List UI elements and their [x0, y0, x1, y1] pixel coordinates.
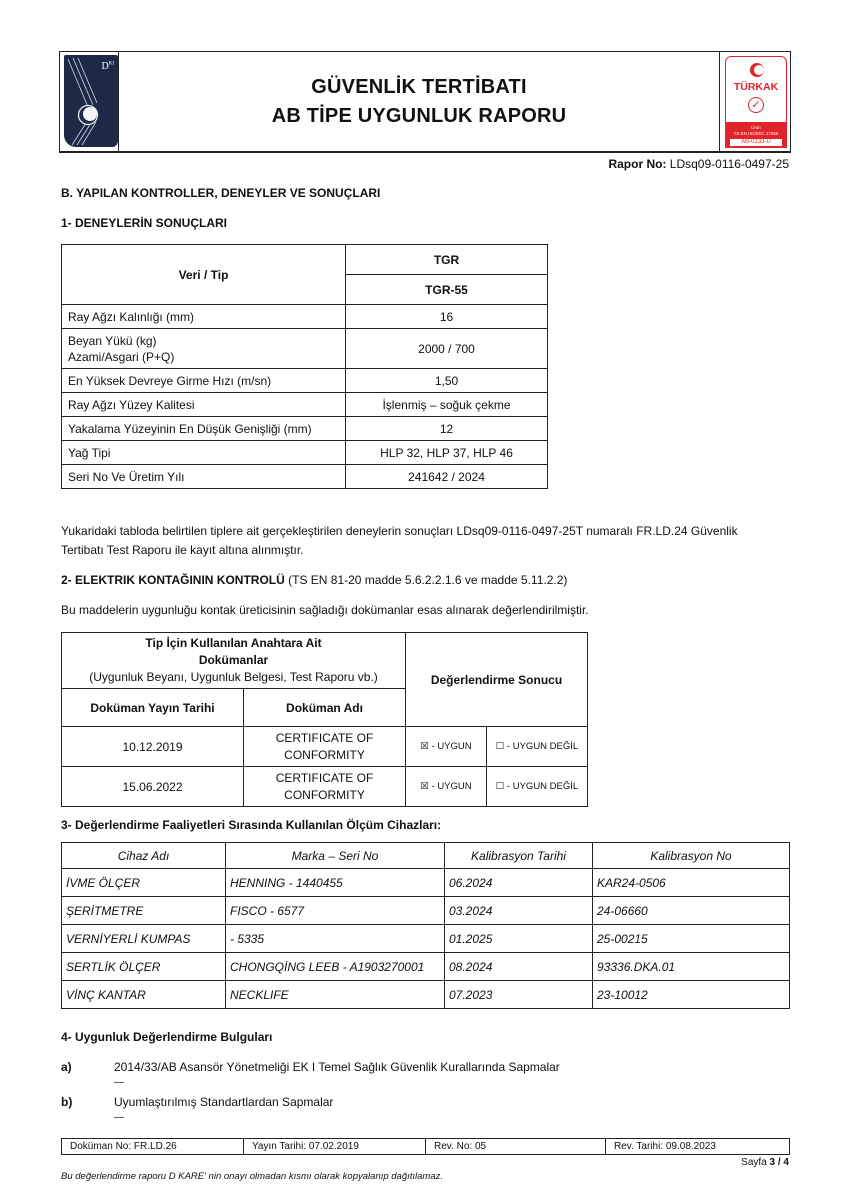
- calibration-no: 24-06660: [593, 897, 790, 925]
- table-row: [62, 393, 548, 417]
- documents-group-header: [62, 633, 406, 689]
- accreditation-code: AB-0133-U: [730, 139, 782, 146]
- row-label: Yağ Tipi: [62, 441, 346, 465]
- result-header: Değerlendirme Sonucu: [406, 633, 588, 727]
- calibration-no: KAR24-0506: [593, 869, 790, 897]
- note-line1: Yukaridaki tabloda belirtilen tiplere ait gerçekleştirilen deneylerin sonuçları LDsq09-0116-0497-25T numaralı FR.LD.24 Güvenlik: [61, 524, 738, 538]
- device-brand-serial: NECKLIFE: [226, 981, 445, 1009]
- table-row: [62, 953, 790, 981]
- doc-date: 10.12.2019: [62, 727, 244, 767]
- table-row: [62, 897, 790, 925]
- col-calibration-date: Kalibrasyon Tarihi: [445, 843, 593, 869]
- row-label: En Yüksek Devreye Girme Hızı (m/sn): [62, 369, 346, 393]
- row-value: 241642 / 2024: [346, 465, 548, 489]
- doc-date: 15.06.2022: [62, 767, 244, 807]
- row-label: Seri No Ve Üretim Yılı: [62, 465, 346, 489]
- uygun-degil-checkbox[interactable]: ☐ - UYGUN DEĞİL: [487, 727, 588, 767]
- section2-title-rest: (TS EN 81-20 madde 5.6.2.2.1.6 ve madde 5.11.2.2): [284, 573, 568, 587]
- doc-name: [244, 727, 406, 767]
- section2-title-bold: 2- ELEKTRIK KONTAĞININ KONTROLÜ: [61, 573, 285, 587]
- accreditation-line2: TS EN ISO/IEC 17065: [733, 131, 779, 136]
- section3-title: 3- Değerlendirme Faaliyetleri Sırasında Kullanılan Ölçüm Cihazları:: [61, 818, 442, 832]
- col-device-name: Cihaz Adı: [62, 843, 226, 869]
- turkak-name: TÜRKAK: [733, 81, 779, 93]
- finding-label: a): [61, 1060, 72, 1074]
- finding-item-b: [61, 1095, 333, 1109]
- logo-text: D: [101, 61, 109, 72]
- row-value: 16: [346, 305, 548, 329]
- calibration-date: 01.2025: [445, 925, 593, 953]
- report-number-value: LDsq09-0116-0497-25: [669, 157, 789, 171]
- table-row: [62, 767, 588, 807]
- table-row: [62, 981, 790, 1009]
- report-title-line1: GÜVENLİK TERTİBATI: [311, 75, 527, 98]
- footer-publish-date: Yayın Tarihi: 07.02.2019: [244, 1139, 426, 1155]
- electric-contact-table: [61, 632, 588, 807]
- doc-name: [244, 767, 406, 807]
- footer-info-table: [61, 1138, 790, 1155]
- col-brand-serial: Marka – Seri No: [226, 843, 445, 869]
- section4-title: 4- Uygunluk Değerlendirme Bulguları: [61, 1030, 273, 1044]
- table-row: [62, 441, 548, 465]
- footer-rev-no: Rev. No: 05: [426, 1139, 606, 1155]
- title-cell: [119, 52, 719, 151]
- doc-name-line1: CERTIFICATE OF: [275, 730, 374, 745]
- uygun-checkbox[interactable]: ☒ - UYGUN: [406, 727, 487, 767]
- accreditation-line1: Ürün: [751, 125, 761, 130]
- device-brand-serial: HENNING - 1440455: [226, 869, 445, 897]
- calibration-date: 06.2024: [445, 869, 593, 897]
- table-row: [62, 329, 548, 369]
- section1-title: 1- DENEYLERİN SONUÇLARI: [61, 216, 228, 230]
- device-name: VİNÇ KANTAR: [62, 981, 226, 1009]
- header-veri-tip: Veri / Tip: [62, 245, 346, 305]
- table-header-row: [62, 843, 790, 869]
- footer-rev-date: Rev. Tarihi: 09.08.2023: [606, 1139, 790, 1155]
- device-name: İVME ÖLÇER: [62, 869, 226, 897]
- company-logo: [64, 55, 118, 147]
- row-label: Ray Ağzı Kalınlığı (mm): [62, 305, 346, 329]
- col-name-header: Doküman Adı: [244, 689, 406, 727]
- table-row: [62, 925, 790, 953]
- row-value: 12: [346, 417, 548, 441]
- report-number: [608, 157, 789, 171]
- accreditation-cell: [719, 52, 791, 151]
- logo-sup: KI: [108, 61, 114, 67]
- doc-name-line2: CONFORMITY: [284, 787, 365, 802]
- device-brand-serial: CHONGQİNG LEEB - A1903270001: [226, 953, 445, 981]
- device-brand-serial: - 5335: [226, 925, 445, 953]
- table-row: [62, 869, 790, 897]
- report-title-line2: AB TİPE UYGUNLUK RAPORU: [271, 104, 567, 127]
- table-row: [62, 417, 548, 441]
- row-value: 2000 / 700: [346, 329, 548, 369]
- uygun-checkbox[interactable]: ☒ - UYGUN: [406, 767, 487, 807]
- row-label: Ray Ağzı Yüzey Kalitesi: [62, 393, 346, 417]
- row-value: İşlenmiş – soğuk çekme: [346, 393, 548, 417]
- table-row: [62, 465, 548, 489]
- uygun-degil-checkbox[interactable]: ☐ - UYGUN DEĞİL: [487, 767, 588, 807]
- section1-note: [61, 522, 738, 560]
- turkak-badge: [725, 56, 787, 148]
- report-number-label: Rapor No:: [608, 157, 667, 171]
- row-value: 1,50: [346, 369, 548, 393]
- accreditation-info: [725, 122, 787, 148]
- doc-name-line1: CERTIFICATE OF: [275, 770, 374, 785]
- group-header-line3: (Uygunluk Beyanı, Uygunluk Belgesi, Test Raporu vb.): [89, 670, 378, 684]
- section2-title: [61, 571, 567, 590]
- header-type: TGR: [346, 245, 548, 275]
- logo-cell: [59, 52, 119, 152]
- note-line2: Tertibatı Test Raporu ile kayıt altına alınmıştır.: [61, 543, 304, 557]
- calibration-date: 07.2023: [445, 981, 593, 1009]
- finding-text: 2014/33/AB Asansör Yönetmeliği EK I Temel Sağlık Güvenlik Kurallarında Sapmalar: [114, 1060, 560, 1074]
- table-row: [62, 305, 548, 329]
- device-name: VERNİYERLİ KUMPAS: [62, 925, 226, 953]
- group-header-line2: Dokümanlar: [198, 653, 269, 667]
- finding-value: —: [114, 1112, 124, 1123]
- calibration-date: 03.2024: [445, 897, 593, 925]
- row-label-line2: Azami/Asgari (P+Q): [68, 349, 175, 364]
- row-label-line1: Beyan Yükü (kg): [68, 333, 157, 348]
- row-value: HLP 32, HLP 37, HLP 46: [346, 441, 548, 465]
- footer-doc-no: Doküman No: FR.LD.26: [62, 1139, 244, 1155]
- device-name: SERTLİK ÖLÇER: [62, 953, 226, 981]
- report-header: [59, 51, 791, 153]
- calibration-no: 25-00215: [593, 925, 790, 953]
- table-row: [62, 369, 548, 393]
- finding-item-a: [61, 1060, 560, 1074]
- crescent-icon: [750, 63, 764, 77]
- page-value: 3 / 4: [769, 1157, 789, 1168]
- table-row: [62, 727, 588, 767]
- footer-disclaimer: Bu değerlendirme raporu D KARE' nin onayı olmadan kısmı olarak kopyalanıp dağıtılamaz.: [61, 1171, 444, 1182]
- calibration-date: 08.2024: [445, 953, 593, 981]
- calibration-no: 23-10012: [593, 981, 790, 1009]
- page-number: [741, 1157, 789, 1168]
- check-circle-icon: ✓: [748, 97, 764, 113]
- col-date-header: Doküman Yayın Tarihi: [62, 689, 244, 727]
- finding-text: Uyumlaştırılmış Standartlardan Sapmalar: [114, 1095, 334, 1109]
- row-label: Yakalama Yüzeyinin En Düşük Genişliği (mm): [62, 417, 346, 441]
- section2-intro: Bu maddelerin uygunluğu kontak üreticisinin sağladığı dokümanlar esas alınarak değerlendirilmiştir.: [61, 603, 589, 617]
- doc-name-line2: CONFORMITY: [284, 747, 365, 762]
- measurement-devices-table: [61, 842, 790, 1009]
- calibration-no: 93336.DKA.01: [593, 953, 790, 981]
- device-brand-serial: FISCO - 6577: [226, 897, 445, 925]
- group-header-line1: Tip İçin Kullanılan Anahtara Ait: [145, 636, 322, 650]
- col-calibration-no: Kalibrasyon No: [593, 843, 790, 869]
- finding-label: b): [61, 1095, 73, 1109]
- section-b-title: B. YAPILAN KONTROLLER, DENEYLER VE SONUÇLARI: [61, 186, 381, 200]
- row-label: [62, 329, 346, 369]
- page-label: Sayfa: [741, 1157, 767, 1168]
- finding-value: —: [114, 1077, 124, 1088]
- header-model: TGR-55: [346, 275, 548, 305]
- device-name: ŞERİTMETRE: [62, 897, 226, 925]
- test-results-table: [61, 244, 548, 489]
